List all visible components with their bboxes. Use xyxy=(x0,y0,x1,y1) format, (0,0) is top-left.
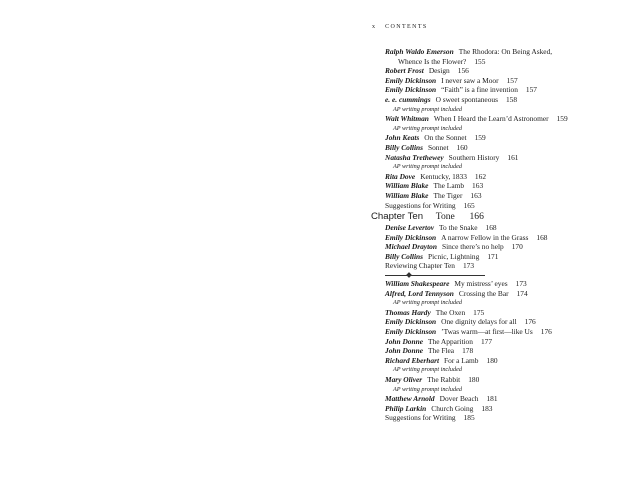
entry-author: e. e. cummings xyxy=(385,94,431,104)
toc-entry[interactable] xyxy=(385,404,635,414)
toc-entry[interactable] xyxy=(385,76,635,86)
entry-author: Emily Dickinson xyxy=(385,327,437,337)
entry-title: The Tiger xyxy=(433,190,463,200)
entry-author: Emily Dickinson xyxy=(385,317,437,327)
toc-entry-section[interactable] xyxy=(385,201,635,211)
toc-entry[interactable] xyxy=(385,191,635,201)
entry-title: The Apparition xyxy=(428,336,473,346)
chapter-topic: Tone xyxy=(435,211,455,223)
toc-entry[interactable] xyxy=(385,279,635,289)
entry-title: Crossing the Bar xyxy=(458,288,509,298)
ap-prompt-note: AP writing prompt included xyxy=(393,385,462,393)
entry-page: 174 xyxy=(516,288,528,298)
entry-page: 181 xyxy=(486,394,498,404)
entry-author: Alfred, Lord Tennyson xyxy=(385,288,454,298)
entry-author: Emily Dickinson xyxy=(385,75,437,85)
entry-page: 175 xyxy=(473,307,485,317)
entry-page: 183 xyxy=(481,403,493,413)
entry-title: For a Lamb xyxy=(444,355,479,365)
entry-author: William Blake xyxy=(385,181,429,191)
entry-author: William Blake xyxy=(385,190,429,200)
toc-entry-section[interactable] xyxy=(385,261,635,271)
toc-entry[interactable] xyxy=(385,356,635,366)
entry-page: 185 xyxy=(463,413,475,423)
toc-section-chapter-ten xyxy=(385,223,635,271)
entry-page: 159 xyxy=(474,133,486,143)
entry-title: Southern History xyxy=(448,152,500,162)
toc-entry[interactable] xyxy=(385,317,635,327)
entry-page: 171 xyxy=(487,251,499,261)
ap-prompt-note: AP writing prompt included xyxy=(393,124,462,132)
entry-page: 176 xyxy=(524,317,536,327)
entry-title: A narrow Fellow in the Grass xyxy=(441,232,529,242)
entry-author: William Shakespeare xyxy=(385,279,450,289)
entry-title: When I Heard the Learn’d Astronomer xyxy=(433,114,549,124)
entry-title: One dignity delays for all xyxy=(441,317,517,327)
entry-title: The Flea xyxy=(428,346,455,356)
toc-entry[interactable] xyxy=(385,346,635,356)
entry-author: Matthew Arnold xyxy=(385,394,435,404)
entry-title: “Faith” is a fine invention xyxy=(441,85,518,95)
entry-title: The Lamb xyxy=(433,181,465,191)
entry-title: Kentucky, 1833 xyxy=(420,171,467,181)
entry-author: Richard Eberhart xyxy=(385,355,440,365)
chapter-label: Chapter Ten xyxy=(371,211,424,223)
toc-entry[interactable] xyxy=(385,223,635,233)
table-of-contents xyxy=(371,47,635,423)
toc-section-additional-poems xyxy=(385,279,635,423)
entry-title: I never saw a Moor xyxy=(441,75,499,85)
entry-title: My mistress’ eyes xyxy=(454,279,508,289)
entry-page: 158 xyxy=(505,94,518,104)
entry-author: Ralph Waldo Emerson xyxy=(385,47,454,56)
toc-entry[interactable] xyxy=(385,375,635,385)
toc-entry[interactable] xyxy=(385,114,635,124)
entry-title: Picnic, Lightning xyxy=(428,251,480,261)
toc-entry[interactable] xyxy=(385,47,635,57)
ap-prompt-note: AP writing prompt included xyxy=(393,163,462,171)
ap-prompt-note: AP writing prompt included xyxy=(393,299,462,307)
chapter-page: 166 xyxy=(469,211,484,223)
toc-entry[interactable] xyxy=(385,233,635,243)
entry-page: 173 xyxy=(515,279,527,289)
divider-ornament xyxy=(406,272,412,278)
entry-title: The Rhodora: On Being Asked, xyxy=(458,47,553,56)
entry-title: Design xyxy=(428,66,450,76)
entry-page: 160 xyxy=(456,142,468,152)
toc-entry[interactable] xyxy=(385,337,635,347)
entry-page: 165 xyxy=(463,200,475,210)
entry-author: Natasha Trethewey xyxy=(385,152,444,162)
toc-entry-section[interactable] xyxy=(385,413,635,423)
ap-prompt-note: AP writing prompt included xyxy=(393,105,462,113)
entry-page: 162 xyxy=(474,171,487,181)
entry-page: 178 xyxy=(462,346,474,356)
entry-author: Robert Frost xyxy=(385,66,424,76)
entry-author: Denise Levertov xyxy=(385,223,435,233)
toc-entry[interactable] xyxy=(385,308,635,318)
entry-title: Suggestions for Writing xyxy=(385,413,456,423)
divider-line xyxy=(385,275,485,276)
entry-author: Emily Dickinson xyxy=(385,85,437,95)
toc-entry[interactable] xyxy=(385,181,635,191)
entry-title: Dover Beach xyxy=(439,394,479,404)
section-divider xyxy=(385,271,485,279)
page-number: x xyxy=(372,24,377,30)
entry-author: Philip Larkin xyxy=(385,403,427,413)
entry-author: John Donne xyxy=(385,336,423,346)
toc-entry-continued[interactable] xyxy=(385,57,635,67)
entry-page: 173 xyxy=(462,261,475,271)
entry-page: 180 xyxy=(486,355,498,365)
entry-title: Church Going xyxy=(431,403,474,413)
entry-page: 156 xyxy=(457,66,469,76)
entry-title: The Oxen xyxy=(435,307,466,317)
toc-entry[interactable] xyxy=(385,153,635,163)
running-header xyxy=(372,24,428,30)
toc-entry[interactable] xyxy=(385,327,635,337)
entry-page: 157 xyxy=(506,75,518,85)
entry-page: 163 xyxy=(472,181,484,191)
entry-author: Thomas Hardy xyxy=(385,307,431,317)
toc-entry[interactable] xyxy=(385,252,635,262)
entry-author: Mary Oliver xyxy=(385,375,423,384)
toc-entry[interactable] xyxy=(385,133,635,143)
toc-entry[interactable] xyxy=(385,85,635,95)
entry-title: To the Snake xyxy=(439,223,478,233)
toc-entry[interactable] xyxy=(385,66,635,76)
entry-author: Rita Dove xyxy=(385,171,416,181)
entry-page: 168 xyxy=(536,232,548,242)
entry-page: 157 xyxy=(525,85,537,95)
entry-page: 176 xyxy=(540,327,552,337)
entry-title: The Rabbit xyxy=(427,375,461,384)
chapter-heading[interactable] xyxy=(371,210,635,223)
entry-author: John Keats xyxy=(385,133,420,143)
toc-entry[interactable] xyxy=(385,289,635,299)
toc-entry[interactable] xyxy=(385,394,635,404)
entry-title: ’Twas warm—at first—like Us xyxy=(441,327,533,337)
entry-page: 170 xyxy=(511,242,523,252)
entry-title: O sweet spontaneous xyxy=(435,94,498,104)
entry-author: Billy Collins xyxy=(385,251,423,261)
entry-page: 159 xyxy=(556,114,568,124)
entry-author: John Donne xyxy=(385,346,423,356)
entry-page: 161 xyxy=(507,152,519,162)
toc-section-poems xyxy=(385,47,635,210)
entry-author: Emily Dickinson xyxy=(385,232,437,242)
running-head: CONTENTS xyxy=(385,24,428,30)
toc-entry[interactable] xyxy=(385,242,635,252)
ap-prompt-note: AP writing prompt included xyxy=(393,366,462,374)
entry-page: 180 xyxy=(468,375,480,384)
entry-page: 155 xyxy=(474,56,486,66)
entry-author: Billy Collins xyxy=(385,142,423,152)
entry-page: 177 xyxy=(480,336,493,346)
entry-title: Since there’s no help xyxy=(441,242,504,252)
entry-title: Suggestions for Writing xyxy=(385,200,456,210)
entry-author: Walt Whitman xyxy=(385,114,429,124)
entry-title: On the Sonnet xyxy=(424,133,467,143)
entry-page: 168 xyxy=(485,223,497,233)
entry-title: Whence Is the Flower? xyxy=(398,56,467,66)
toc-entry[interactable] xyxy=(385,95,635,105)
entry-page: 163 xyxy=(470,190,482,200)
entry-title: Reviewing Chapter Ten xyxy=(385,261,455,271)
toc-entry[interactable] xyxy=(385,143,635,153)
entry-title: Sonnet xyxy=(428,142,449,152)
toc-entry[interactable] xyxy=(385,172,635,182)
entry-author: Michael Drayton xyxy=(385,242,437,252)
